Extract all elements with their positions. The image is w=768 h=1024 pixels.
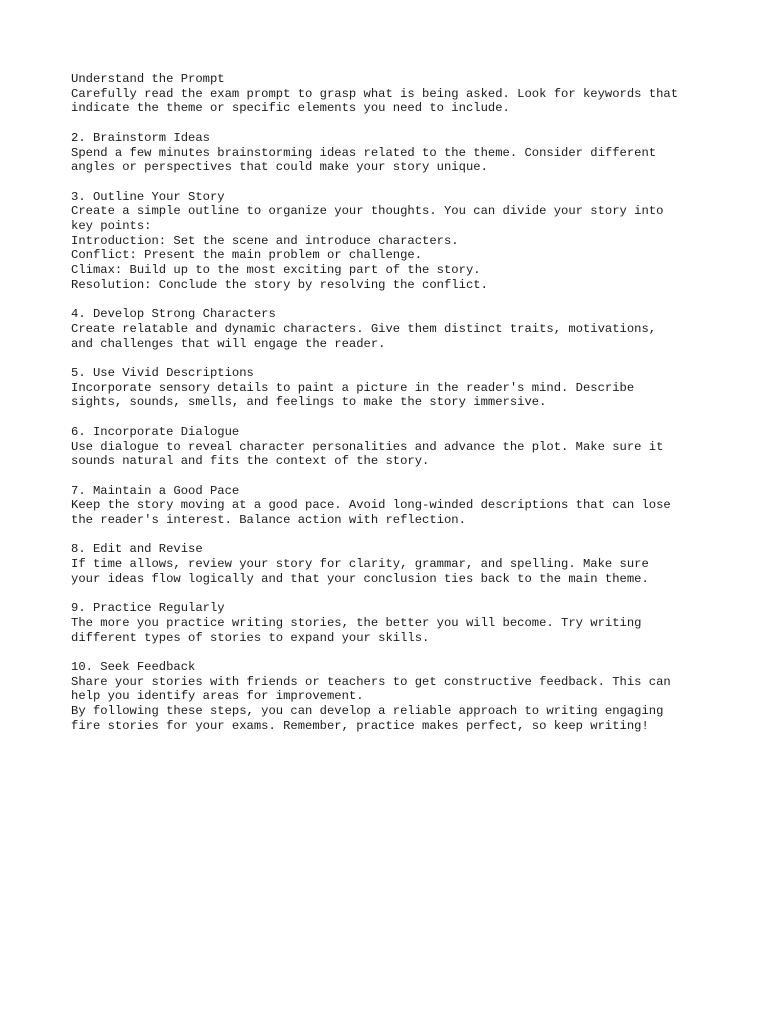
section-develop-characters — [71, 307, 751, 351]
section-outline-story — [71, 190, 751, 293]
section-text-line: Create relatable and dynamic characters. Give them distinct traits, motivations, — [71, 321, 657, 336]
section-heading: 8. Edit and Revise — [71, 542, 203, 557]
section-heading: 10. Seek Feedback — [71, 659, 196, 674]
outline-item-conflict: Conflict: Present the main problem or challenge. — [71, 248, 423, 263]
section-text-line: different types of stories to expand your skills. — [71, 630, 430, 645]
section-heading: 2. Brainstorm Ideas — [71, 130, 210, 145]
section-heading: 5. Use Vivid Descriptions — [71, 366, 254, 380]
section-text-line: your ideas flow logically and that your conclusion ties back to the main theme. — [71, 571, 649, 586]
document-page — [71, 72, 751, 734]
section-heading: Understand the Prompt — [71, 72, 225, 86]
section-heading: 3. Outline Your Story — [71, 189, 225, 204]
section-text-line: help you identify areas for improvement. — [71, 689, 364, 704]
section-vivid-descriptions — [71, 366, 751, 410]
section-heading: 4. Develop Strong Characters — [71, 307, 276, 322]
section-text-line: sounds natural and fits the context of the story. — [71, 454, 430, 469]
section-text-line: Spend a few minutes brainstorming ideas related to the theme. Consider different — [71, 145, 657, 160]
outline-item-climax: Climax: Build up to the most exciting part of the story. — [71, 263, 481, 278]
section-text-line: sights, sounds, smells, and feelings to make the story immersive. — [71, 395, 547, 410]
section-text-line: key points: — [71, 219, 152, 233]
section-text-line: If time allows, review your story for clarity, grammar, and spelling. Make sure — [71, 557, 649, 572]
section-text-line: angles or perspectives that could make your story unique. — [71, 160, 488, 175]
section-text-line: Share your stories with friends or teachers to get constructive feedback. This can — [71, 674, 671, 689]
section-text-line: Incorporate sensory details to paint a picture in the reader's mind. Describe — [71, 380, 635, 395]
outline-item-introduction: Introduction: Set the scene and introduce characters. — [71, 233, 459, 248]
section-understand-prompt — [71, 72, 751, 116]
section-practice-regularly — [71, 601, 751, 645]
section-maintain-pace — [71, 484, 751, 528]
section-text-line: and challenges that will engage the reader. — [71, 336, 386, 351]
section-text-line: Keep the story moving at a good pace. Avoid long-winded descriptions that can lose — [71, 498, 671, 513]
closing-text-line: fire stories for your exams. Remember, practice makes perfect, so keep writing! — [71, 718, 649, 733]
section-text-line: the reader's interest. Balance action with reflection. — [71, 513, 466, 527]
section-incorporate-dialogue — [71, 425, 751, 469]
section-text-line: Use dialogue to reveal character personalities and advance the plot. Make sure it — [71, 439, 664, 454]
section-brainstorm-ideas — [71, 131, 751, 175]
section-text-line: The more you practice writing stories, the better you will become. Try writing — [71, 615, 642, 630]
section-edit-revise — [71, 542, 751, 586]
section-heading: 6. Incorporate Dialogue — [71, 424, 240, 439]
section-text-line: Create a simple outline to organize your thoughts. You can divide your story into — [71, 204, 664, 219]
closing-text-line: By following these steps, you can develop a reliable approach to writing engaging — [71, 704, 664, 719]
outline-item-resolution: Resolution: Conclude the story by resolving the conflict. — [71, 277, 488, 292]
section-text-line: indicate the theme or specific elements you need to include. — [71, 101, 510, 116]
section-seek-feedback — [71, 660, 751, 734]
section-heading: 9. Practice Regularly — [71, 601, 225, 616]
section-heading: 7. Maintain a Good Pace — [71, 483, 240, 498]
section-text-line: Carefully read the exam prompt to grasp what is being asked. Look for keywords that — [71, 86, 679, 101]
